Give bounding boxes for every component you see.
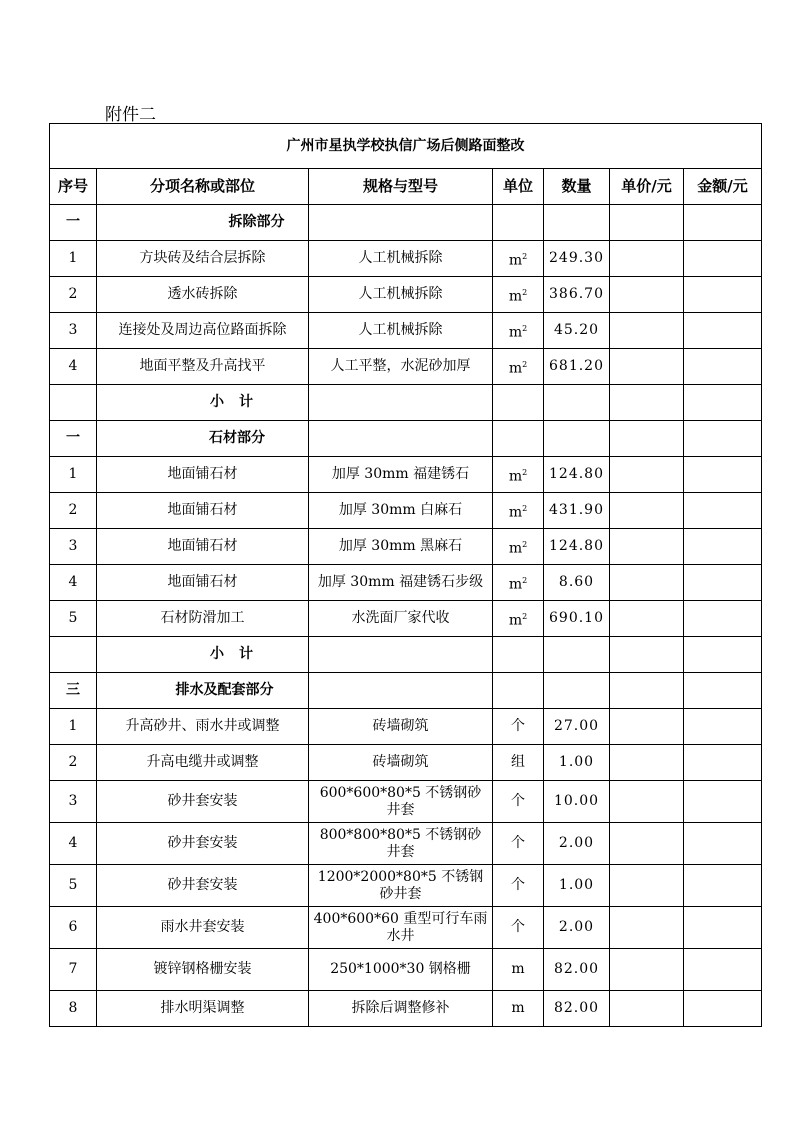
row-spec: 砖墙砌筑 bbox=[309, 709, 493, 745]
row-unit bbox=[493, 313, 544, 349]
unit-text: 个 bbox=[511, 877, 525, 893]
row-qty: 249.30 bbox=[544, 241, 610, 277]
row-unit-price bbox=[610, 865, 684, 907]
unit-text: 组 bbox=[511, 754, 525, 770]
row-unit-price bbox=[610, 823, 684, 865]
header-seq: 序号 bbox=[50, 169, 97, 205]
row-seq: 3 bbox=[50, 529, 97, 565]
row-amount bbox=[684, 823, 762, 865]
row-unit bbox=[493, 349, 544, 385]
unit-text: m bbox=[508, 360, 523, 377]
table-row bbox=[50, 241, 762, 277]
row-spec: 250*1000*30 钢格栅 bbox=[309, 949, 493, 991]
row-item-name: 地面铺石材 bbox=[97, 565, 309, 601]
row-item-name: 砂井套安装 bbox=[97, 865, 309, 907]
header-spec: 规格与型号 bbox=[309, 169, 493, 205]
unit-superscript: 2 bbox=[522, 503, 528, 513]
row-unit-price bbox=[610, 781, 684, 823]
table-row bbox=[50, 709, 762, 745]
row-item-name: 升高电缆井或调整 bbox=[97, 745, 309, 781]
row-unit-price bbox=[610, 745, 684, 781]
row-spec: 600*600*80*5 不锈钢砂井套 bbox=[309, 781, 493, 823]
row-amount bbox=[684, 601, 762, 637]
header-item: 分项名称或部位 bbox=[97, 169, 309, 205]
section-name: 石材部分 bbox=[97, 421, 309, 457]
empty-cell bbox=[544, 637, 610, 673]
unit-text: m bbox=[508, 324, 523, 341]
row-unit-price bbox=[610, 349, 684, 385]
row-item-name: 地面平整及升高找平 bbox=[97, 349, 309, 385]
section-seq: 一 bbox=[50, 205, 97, 241]
table-title: 广州市星执学校执信广场后侧路面整改 bbox=[50, 124, 762, 169]
empty-cell bbox=[684, 205, 762, 241]
row-unit bbox=[493, 565, 544, 601]
row-unit bbox=[493, 823, 544, 865]
table-row bbox=[50, 823, 762, 865]
row-item-name: 排水明渠调整 bbox=[97, 991, 309, 1027]
unit-text: 个 bbox=[511, 835, 525, 851]
section-name: 排水及配套部分 bbox=[97, 673, 309, 709]
subtotal-row bbox=[50, 637, 762, 673]
row-unit bbox=[493, 277, 544, 313]
table-row bbox=[50, 991, 762, 1027]
section-row bbox=[50, 205, 762, 241]
row-spec: 拆除后调整修补 bbox=[309, 991, 493, 1027]
row-spec: 加厚 30mm 福建锈石步级 bbox=[309, 565, 493, 601]
row-seq: 4 bbox=[50, 349, 97, 385]
unit-text: 个 bbox=[511, 718, 525, 734]
unit-superscript: 2 bbox=[522, 287, 528, 297]
row-spec: 砖墙砌筑 bbox=[309, 745, 493, 781]
row-seq: 1 bbox=[50, 241, 97, 277]
row-seq: 7 bbox=[50, 949, 97, 991]
empty-cell bbox=[309, 421, 493, 457]
unit-superscript: 2 bbox=[522, 323, 528, 333]
row-amount bbox=[684, 529, 762, 565]
empty-cell bbox=[493, 385, 544, 421]
unit-text: m bbox=[511, 1000, 525, 1016]
empty-cell bbox=[50, 385, 97, 421]
row-seq: 3 bbox=[50, 313, 97, 349]
row-spec: 800*800*80*5 不锈钢砂井套 bbox=[309, 823, 493, 865]
subtotal-label: 小计 bbox=[97, 637, 309, 673]
empty-cell bbox=[544, 385, 610, 421]
row-seq: 8 bbox=[50, 991, 97, 1027]
unit-superscript: 2 bbox=[522, 251, 528, 261]
row-item-name: 地面铺石材 bbox=[97, 529, 309, 565]
header-unit: 单位 bbox=[493, 169, 544, 205]
empty-cell bbox=[544, 673, 610, 709]
row-amount bbox=[684, 565, 762, 601]
empty-cell bbox=[684, 385, 762, 421]
row-unit-price bbox=[610, 277, 684, 313]
row-unit-price bbox=[610, 565, 684, 601]
row-seq: 5 bbox=[50, 865, 97, 907]
row-spec: 400*600*60 重型可行车雨水井 bbox=[309, 907, 493, 949]
row-qty: 8.60 bbox=[544, 565, 610, 601]
table-row bbox=[50, 457, 762, 493]
row-unit-price bbox=[610, 313, 684, 349]
row-qty: 386.70 bbox=[544, 277, 610, 313]
row-amount bbox=[684, 907, 762, 949]
unit-text: m bbox=[508, 504, 523, 521]
header-qty: 数量 bbox=[544, 169, 610, 205]
row-spec: 水洗面厂家代收 bbox=[309, 601, 493, 637]
row-unit-price bbox=[610, 709, 684, 745]
row-qty: 2.00 bbox=[544, 823, 610, 865]
row-item-name: 砂井套安装 bbox=[97, 823, 309, 865]
unit-superscript: 2 bbox=[522, 359, 528, 369]
attachment-label: 附件二 bbox=[105, 105, 156, 125]
header-unit-price: 单价/元 bbox=[610, 169, 684, 205]
unit-superscript: 2 bbox=[522, 575, 528, 585]
row-item-name: 连接处及周边高位路面拆除 bbox=[97, 313, 309, 349]
empty-cell bbox=[309, 673, 493, 709]
row-unit bbox=[493, 709, 544, 745]
row-unit-price bbox=[610, 457, 684, 493]
unit-text: m bbox=[508, 252, 523, 269]
empty-cell bbox=[544, 205, 610, 241]
unit-superscript: 2 bbox=[522, 611, 528, 621]
row-item-name: 透水砖拆除 bbox=[97, 277, 309, 313]
row-amount bbox=[684, 949, 762, 991]
row-amount bbox=[684, 457, 762, 493]
row-item-name: 砂井套安装 bbox=[97, 781, 309, 823]
row-qty: 681.20 bbox=[544, 349, 610, 385]
row-qty: 82.00 bbox=[544, 991, 610, 1027]
row-amount bbox=[684, 241, 762, 277]
row-amount bbox=[684, 313, 762, 349]
row-unit-price bbox=[610, 949, 684, 991]
unit-superscript: 2 bbox=[522, 539, 528, 549]
unit-text: m bbox=[508, 288, 523, 305]
row-amount bbox=[684, 781, 762, 823]
table-row bbox=[50, 277, 762, 313]
row-unit bbox=[493, 781, 544, 823]
empty-cell bbox=[684, 637, 762, 673]
row-qty: 431.90 bbox=[544, 493, 610, 529]
table-row bbox=[50, 601, 762, 637]
row-amount bbox=[684, 745, 762, 781]
row-amount bbox=[684, 349, 762, 385]
section-row bbox=[50, 421, 762, 457]
table-row bbox=[50, 865, 762, 907]
table-row bbox=[50, 565, 762, 601]
table-row bbox=[50, 349, 762, 385]
row-unit-price bbox=[610, 529, 684, 565]
unit-text: 个 bbox=[511, 919, 525, 935]
quote-table bbox=[49, 123, 762, 1027]
row-spec: 1200*2000*80*5 不锈钢砂井套 bbox=[309, 865, 493, 907]
empty-cell bbox=[309, 205, 493, 241]
row-unit-price bbox=[610, 241, 684, 277]
row-item-name: 镀锌钢格栅安装 bbox=[97, 949, 309, 991]
empty-cell bbox=[309, 637, 493, 673]
row-seq: 4 bbox=[50, 823, 97, 865]
row-amount bbox=[684, 991, 762, 1027]
section-name: 拆除部分 bbox=[97, 205, 309, 241]
table-row bbox=[50, 313, 762, 349]
row-spec: 人工机械拆除 bbox=[309, 277, 493, 313]
row-unit-price bbox=[610, 991, 684, 1027]
unit-text: m bbox=[511, 961, 525, 977]
empty-cell bbox=[493, 673, 544, 709]
row-unit bbox=[493, 865, 544, 907]
row-unit bbox=[493, 457, 544, 493]
row-seq: 3 bbox=[50, 781, 97, 823]
section-row bbox=[50, 673, 762, 709]
row-seq: 2 bbox=[50, 277, 97, 313]
table-row bbox=[50, 949, 762, 991]
table-row bbox=[50, 529, 762, 565]
row-spec: 加厚 30mm 白麻石 bbox=[309, 493, 493, 529]
row-seq: 1 bbox=[50, 709, 97, 745]
row-unit bbox=[493, 907, 544, 949]
row-spec: 加厚 30mm 黑麻石 bbox=[309, 529, 493, 565]
empty-cell bbox=[684, 421, 762, 457]
row-qty: 124.80 bbox=[544, 457, 610, 493]
header-row bbox=[50, 169, 762, 205]
table-row bbox=[50, 907, 762, 949]
unit-text: 个 bbox=[511, 793, 525, 809]
row-seq: 1 bbox=[50, 457, 97, 493]
empty-cell bbox=[309, 385, 493, 421]
row-qty: 10.00 bbox=[544, 781, 610, 823]
unit-text: m bbox=[508, 468, 523, 485]
row-seq: 4 bbox=[50, 565, 97, 601]
table-row bbox=[50, 493, 762, 529]
unit-text: m bbox=[508, 612, 523, 629]
unit-superscript: 2 bbox=[522, 467, 528, 477]
row-amount bbox=[684, 277, 762, 313]
empty-cell bbox=[610, 205, 684, 241]
row-item-name: 地面铺石材 bbox=[97, 457, 309, 493]
unit-text: m bbox=[508, 540, 523, 557]
row-item-name: 地面铺石材 bbox=[97, 493, 309, 529]
row-seq: 2 bbox=[50, 745, 97, 781]
row-item-name: 石材防滑加工 bbox=[97, 601, 309, 637]
row-unit-price bbox=[610, 907, 684, 949]
row-amount bbox=[684, 493, 762, 529]
empty-cell bbox=[610, 385, 684, 421]
row-seq: 6 bbox=[50, 907, 97, 949]
row-spec: 人工机械拆除 bbox=[309, 241, 493, 277]
row-unit bbox=[493, 241, 544, 277]
unit-text: m bbox=[508, 576, 523, 593]
row-spec: 加厚 30mm 福建锈石 bbox=[309, 457, 493, 493]
row-qty: 45.20 bbox=[544, 313, 610, 349]
subtotal-label: 小计 bbox=[97, 385, 309, 421]
empty-cell bbox=[493, 637, 544, 673]
row-unit bbox=[493, 493, 544, 529]
empty-cell bbox=[50, 637, 97, 673]
row-item-name: 方块砖及结合层拆除 bbox=[97, 241, 309, 277]
empty-cell bbox=[544, 421, 610, 457]
row-qty: 27.00 bbox=[544, 709, 610, 745]
section-seq: 一 bbox=[50, 421, 97, 457]
header-amount: 金额/元 bbox=[684, 169, 762, 205]
table-row bbox=[50, 745, 762, 781]
section-seq: 三 bbox=[50, 673, 97, 709]
empty-cell bbox=[493, 205, 544, 241]
row-qty: 1.00 bbox=[544, 865, 610, 907]
row-item-name: 升高砂井、雨水井或调整 bbox=[97, 709, 309, 745]
row-amount bbox=[684, 709, 762, 745]
row-qty: 690.10 bbox=[544, 601, 610, 637]
row-spec: 人工机械拆除 bbox=[309, 313, 493, 349]
empty-cell bbox=[610, 637, 684, 673]
row-qty: 82.00 bbox=[544, 949, 610, 991]
subtotal-row bbox=[50, 385, 762, 421]
empty-cell bbox=[610, 421, 684, 457]
row-unit-price bbox=[610, 493, 684, 529]
row-qty: 1.00 bbox=[544, 745, 610, 781]
row-unit bbox=[493, 601, 544, 637]
row-unit bbox=[493, 949, 544, 991]
empty-cell bbox=[610, 673, 684, 709]
row-seq: 2 bbox=[50, 493, 97, 529]
empty-cell bbox=[493, 421, 544, 457]
table-row bbox=[50, 781, 762, 823]
row-spec: 人工平整，水泥砂加厚 bbox=[309, 349, 493, 385]
row-unit bbox=[493, 529, 544, 565]
row-unit bbox=[493, 991, 544, 1027]
row-unit-price bbox=[610, 601, 684, 637]
row-qty: 2.00 bbox=[544, 907, 610, 949]
row-item-name: 雨水井套安装 bbox=[97, 907, 309, 949]
row-qty: 124.80 bbox=[544, 529, 610, 565]
row-unit bbox=[493, 745, 544, 781]
row-amount bbox=[684, 865, 762, 907]
row-seq: 5 bbox=[50, 601, 97, 637]
empty-cell bbox=[684, 673, 762, 709]
